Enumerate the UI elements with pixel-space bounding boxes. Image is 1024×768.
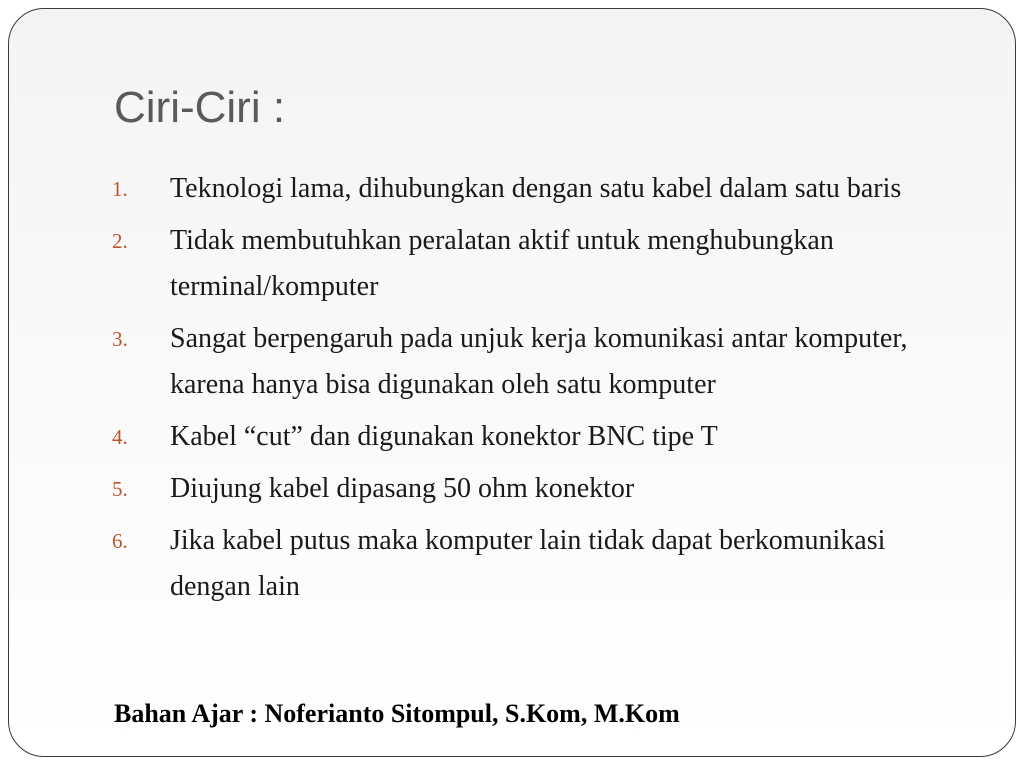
list-item [112,218,972,310]
list-item-text: Teknologi lama, dihubungkan dengan satu kabel dalam satu baris [170,173,902,204]
list-item [112,414,972,460]
list-item-text: Jika kabel putus maka komputer lain tidak dapat berkomunikasi dengan lain [170,525,886,602]
list-item [112,466,972,512]
list-item [112,316,972,408]
slide-footer-credit: Bahan Ajar : Noferianto Sitompul, S.Kom, M.Kom [114,699,680,728]
list-item-text: Diujung kabel dipasang 50 ohm konektor [170,473,635,504]
list-item-number: 6. [112,529,128,553]
list-item [112,166,972,212]
list-item-number: 2. [112,229,128,253]
list-item-text: Sangat berpengaruh pada unjuk kerja komunikasi antar komputer, karena hanya bisa digunakan oleh satu komputer [170,323,908,400]
list-item-number: 1. [112,177,128,201]
numbered-list [112,166,972,616]
list-item-text: Kabel “cut” dan digunakan konektor BNC tipe T [170,421,718,452]
list-item-number: 5. [112,477,128,501]
list-item-number: 4. [112,425,128,449]
slide-title: Ciri-Ciri : [114,83,286,132]
list-item-text: Tidak membutuhkan peralatan aktif untuk menghubungkan terminal/komputer [170,225,834,302]
list-item-number: 3. [112,327,128,351]
list-item [112,518,972,610]
